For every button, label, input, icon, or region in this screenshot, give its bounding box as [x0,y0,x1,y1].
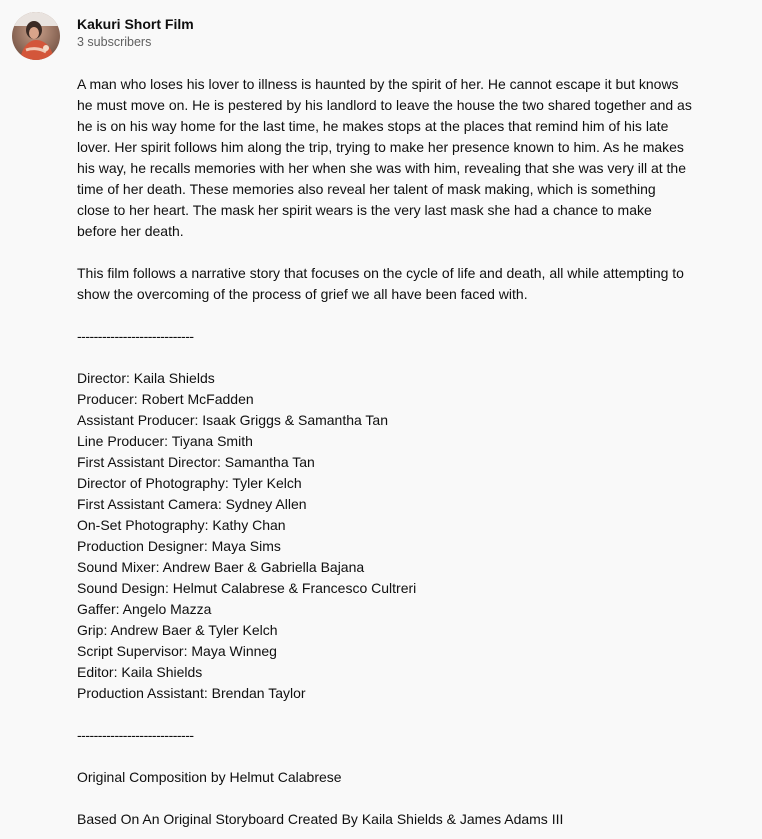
channel-avatar[interactable] [12,12,60,60]
credit-line: Sound Mixer: Andrew Baer & Gabriella Bajana [77,559,365,575]
synopsis-line: time of her death. These memories also reveal her talent of mask making, which is something [77,181,656,197]
blank-line [77,305,717,326]
synopsis-line: close to her heart. The mask her spirit wears is the very last mask she had a chance to make [77,202,652,218]
channel-meta [77,15,194,50]
credit-line: Assistant Producer: Isaak Griggs & Samantha Tan [77,412,389,428]
credit-line: Line Producer: Tiyana Smith [77,433,253,449]
blank-line [77,788,717,809]
text-divider: ---------------------------- [77,328,194,344]
storyboard-credit: Based On An Original Storyboard Created By Kaila Shields & James Adams III [77,811,564,827]
synopsis-line: he must move on. He is pestered by his landlord to leave the house the two shared together and as [77,97,692,113]
synopsis-line: A man who loses his lover to illness is haunted by the spirit of her. He cannot escape it but knows [77,76,679,92]
synopsis-paragraph [77,74,717,242]
credit-line: Director of Photography: Tyler Kelch [77,475,302,491]
synopsis-line: before her death. [77,223,184,239]
channel-avatar-photo-icon [12,12,60,60]
credit-line: First Assistant Camera: Sydney Allen [77,496,307,512]
credit-line: Grip: Andrew Baer & Tyler Kelch [77,622,278,638]
theme-line: This film follows a narrative story that focuses on the cycle of life and death, all while attempting to [77,265,684,281]
subscriber-count: 3 subscribers [77,34,152,49]
text-divider: ---------------------------- [77,727,194,743]
synopsis-line: he is on his way home for the last time, he makes stops at the places that remind him of his late [77,118,669,134]
synopsis-line: lover. Her spirit follows him along the trip, trying to make her presence known to him. As he makes [77,139,684,155]
credit-line: Producer: Robert McFadden [77,391,254,407]
credit-line: Script Supervisor: Maya Winneg [77,643,277,659]
credit-line: Director: Kaila Shields [77,370,215,386]
credit-line: First Assistant Director: Samantha Tan [77,454,315,470]
credit-line: Sound Design: Helmut Calabrese & Francesco Cultreri [77,580,417,596]
credit-line: Gaffer: Angelo Mazza [77,601,212,617]
blank-line [77,704,717,725]
theme-line: show the overcoming of the process of grief we all have been faced with. [77,286,528,302]
theme-paragraph [77,263,717,305]
synopsis-line: his way, he recalls memories with her when she was with him, revealing that she was very ill at the [77,160,686,176]
credit-line: Editor: Kaila Shields [77,664,203,680]
credit-line: On-Set Photography: Kathy Chan [77,517,286,533]
credits-list [77,368,717,704]
credit-line: Production Designer: Maya Sims [77,538,281,554]
channel-name-link[interactable]: Kakuri Short Film [77,15,194,32]
blank-line [77,746,717,767]
video-description [77,74,717,830]
credit-line: Production Assistant: Brendan Taylor [77,685,306,701]
channel-header [12,12,194,60]
blank-line [77,242,717,263]
composition-credit: Original Composition by Helmut Calabrese [77,769,342,785]
blank-line [77,347,717,368]
